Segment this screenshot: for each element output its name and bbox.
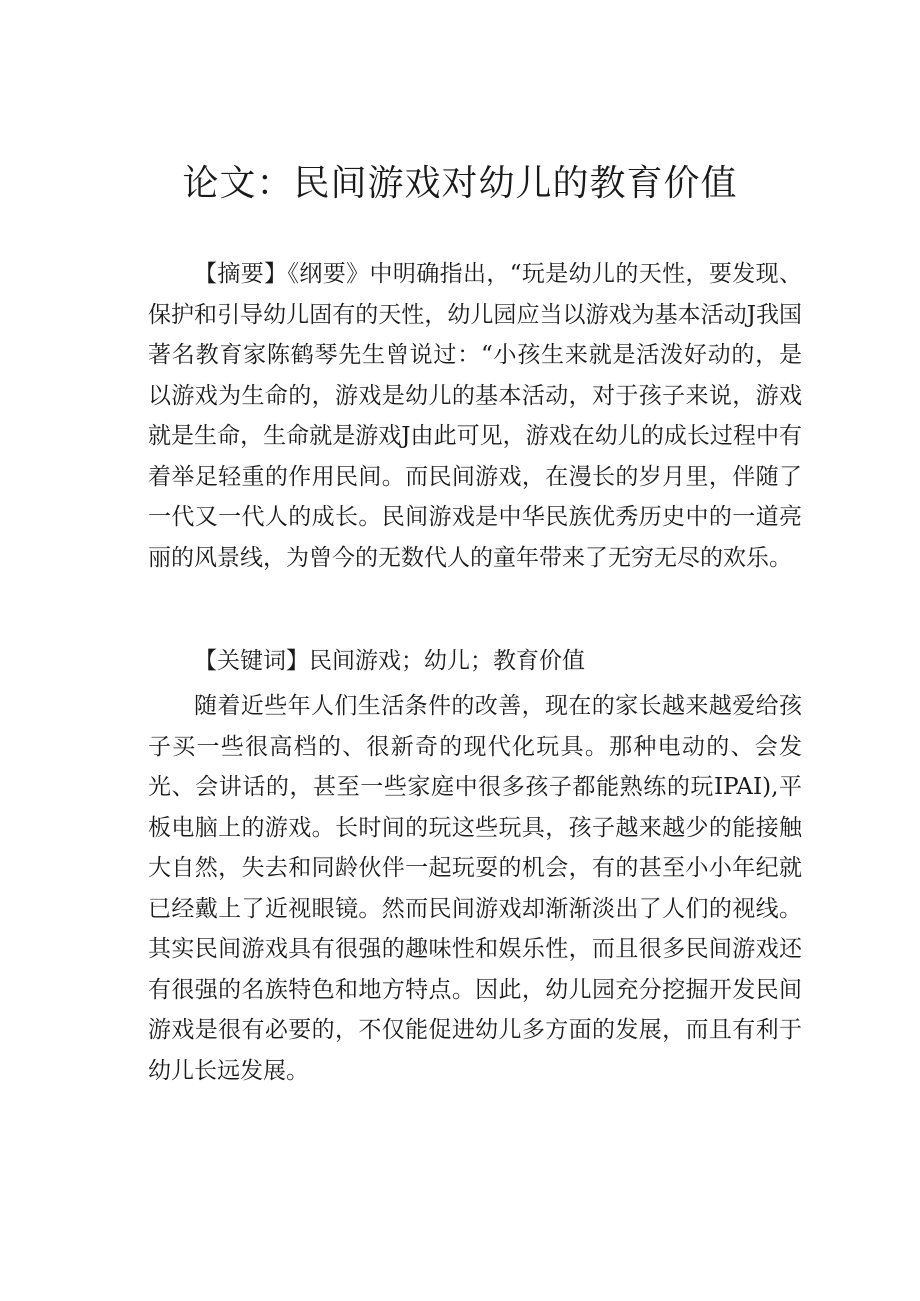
keywords-label: 【关键词】 [194,648,309,674]
keywords-text: 民间游戏；幼儿；教育价值 [309,648,585,674]
abstract-paragraph [148,254,802,578]
document-title: 论文：民间游戏对幼儿的教育价值 [182,163,738,204]
abstract-text: 《纲要》中明确指出，“玩是幼儿的天性，要发现、保护和引导幼儿固有的天性，幼儿园应当以游戏为基本活动J我国著名教育家陈鹤琴先生曾说过：“小孩生来就是活泼好动的，是以游戏为生命的，游戏是幼儿的基本活动，对于孩子来说，游戏就是生命，生命就是游戏J由此可见，游戏在幼儿的成长过程中有着举足轻重的作用民间。而民间游戏，在漫长的岁月里，伴随了一代又一代人的成长。民间游戏是中华民族优秀历史中的一道亮丽的风景线，为曾今的无数代人的童年带来了无穷无尽的欢乐。 [148,261,802,571]
keywords-paragraph [148,641,802,682]
body-paragraph: 随着近些年人们生活条件的改善，现在的家长越来越爱给孩子买一些很高档的、很新奇的现代化玩具。那种电动的、会发光、会讲话的，甚至一些家庭中很多孩子都能熟练的玩IPAI),平板电脑上的游戏。长时间的玩这些玩具，孩子越来越少的能接触大自然，失去和同龄伙伴一起玩耍的机会，有的甚至小小年纪就已经戴上了近视眼镜。然而民间游戏却渐渐淡出了人们的视线。其实民间游戏具有很强的趣味性和娱乐性，而且很多民间游戏还有很强的名族特色和地方特点。因此，幼儿园充分挖掘开发民间游戏是很有必要的，不仅能促进幼儿多方面的发展，而且有利于幼儿长远发展。 [148,693,802,1084]
abstract-label: 【摘要】 [194,261,288,287]
